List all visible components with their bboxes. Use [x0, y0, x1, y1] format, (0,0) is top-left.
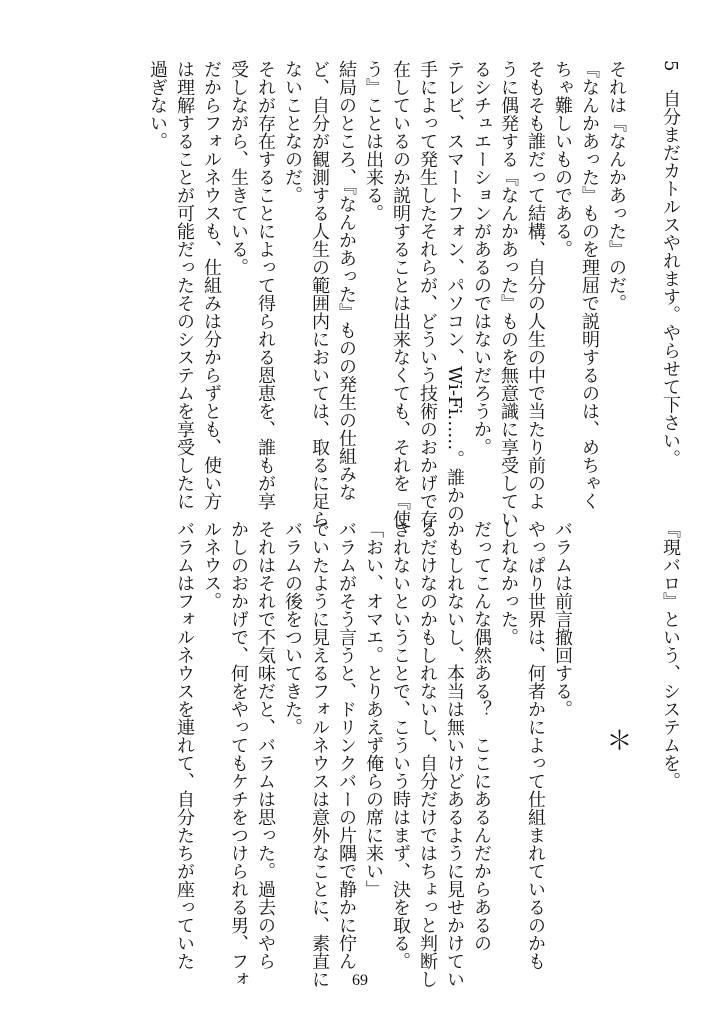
text-line: やっぱり世界は、何者かによって仕組まれているのかも: [525, 520, 546, 970]
text-line: ちゃ難しいものである。: [552, 60, 573, 258]
text-line: だからフォルネウスも、仕組みは分からずとも、使い方: [201, 60, 222, 510]
text-line: バラムの後をついてきた。: [282, 520, 303, 736]
text-line: だってこんな偶然ある？ ここにあるんだからあるの: [471, 520, 492, 952]
upper-text-block: [144, 60, 684, 528]
text-line: るシチュエーションがあるのではないだろうか。: [471, 60, 492, 456]
text-line: ルネウス。: [201, 520, 222, 610]
text-line: バラムがそう言うと、ドリンクバーの片隅で静かに佇ん: [336, 520, 357, 970]
text-line: しれなかった。: [498, 520, 519, 646]
chapter-heading: 5 自分まだカトルスやれます。やらせて下さい。: [660, 60, 681, 468]
blank-line: [630, 520, 657, 960]
text-line: 結局のところ、『なんかあった』ものの発生の仕組みな: [336, 60, 357, 501]
text-line: それはそれで不気味だと、バラムは思った。過去のやら: [255, 520, 276, 970]
text-line: バラムはフォルネウスを連れて、自分たちが座っていた: [174, 520, 195, 970]
text-line: 「おい、オマエ。とりあえず俺らの席に来い」: [363, 520, 384, 898]
text-line: 在しているのか説明することは出来なくても、それを『使: [390, 60, 411, 528]
text-line: 『なんかあった』ものを理屈で説明するのは、めちゃく: [579, 60, 600, 510]
text-line: うに偶発する『なんかあった』ものを無意識に享受してい: [498, 60, 519, 528]
text-line: う』ことは出来る。: [363, 60, 384, 222]
text-line: かもしれないし、本当は無いけどあるように見せかけてい: [444, 520, 465, 988]
text-line: は理解することが可能だったそのシステムを享受したに: [174, 60, 195, 510]
text-line: テレビ、スマートフォン、パソコン、Wi-Fi……。誰かの: [444, 60, 465, 523]
text-line: きれないということで、こういう時はまず、決を取る。: [390, 520, 411, 970]
section-break-asterisk: ＊: [602, 727, 632, 753]
blank-line: [576, 520, 603, 960]
blank-line: [630, 60, 657, 500]
text-line: 手によって発生したそれらが、どういう技術のおかげで存: [417, 60, 438, 528]
text-line: かしのおかげで、何をやってもケチをつけられる男、フォ: [228, 520, 249, 988]
text-line: 過ぎない。: [147, 60, 168, 150]
page-number: 69: [352, 972, 368, 989]
text-line: 受しながら、生きている。: [228, 60, 249, 276]
text-line: でいたように見えるフォルネウスは意外なことに、素直に: [309, 520, 330, 988]
text-line: バラムは前言撤回する。: [552, 520, 573, 718]
text-line: ないことなのだ。: [282, 60, 303, 204]
text-line: そもそも誰だって結構、自分の人生の中で当たり前のよ: [525, 60, 546, 510]
text-line: ど、自分が観測する人生の範囲内においては、取るに足ら: [309, 60, 330, 528]
text-line: 『現バロ』という、システムを。: [660, 520, 681, 790]
text-line: るだけなのかもしれないし、自分だけではちょっと判断し: [417, 520, 438, 988]
text-line: それが存在することによって得られる恩恵を、誰もが享: [255, 60, 276, 510]
text-line: それは『なんかあった』のだ。: [606, 60, 627, 312]
